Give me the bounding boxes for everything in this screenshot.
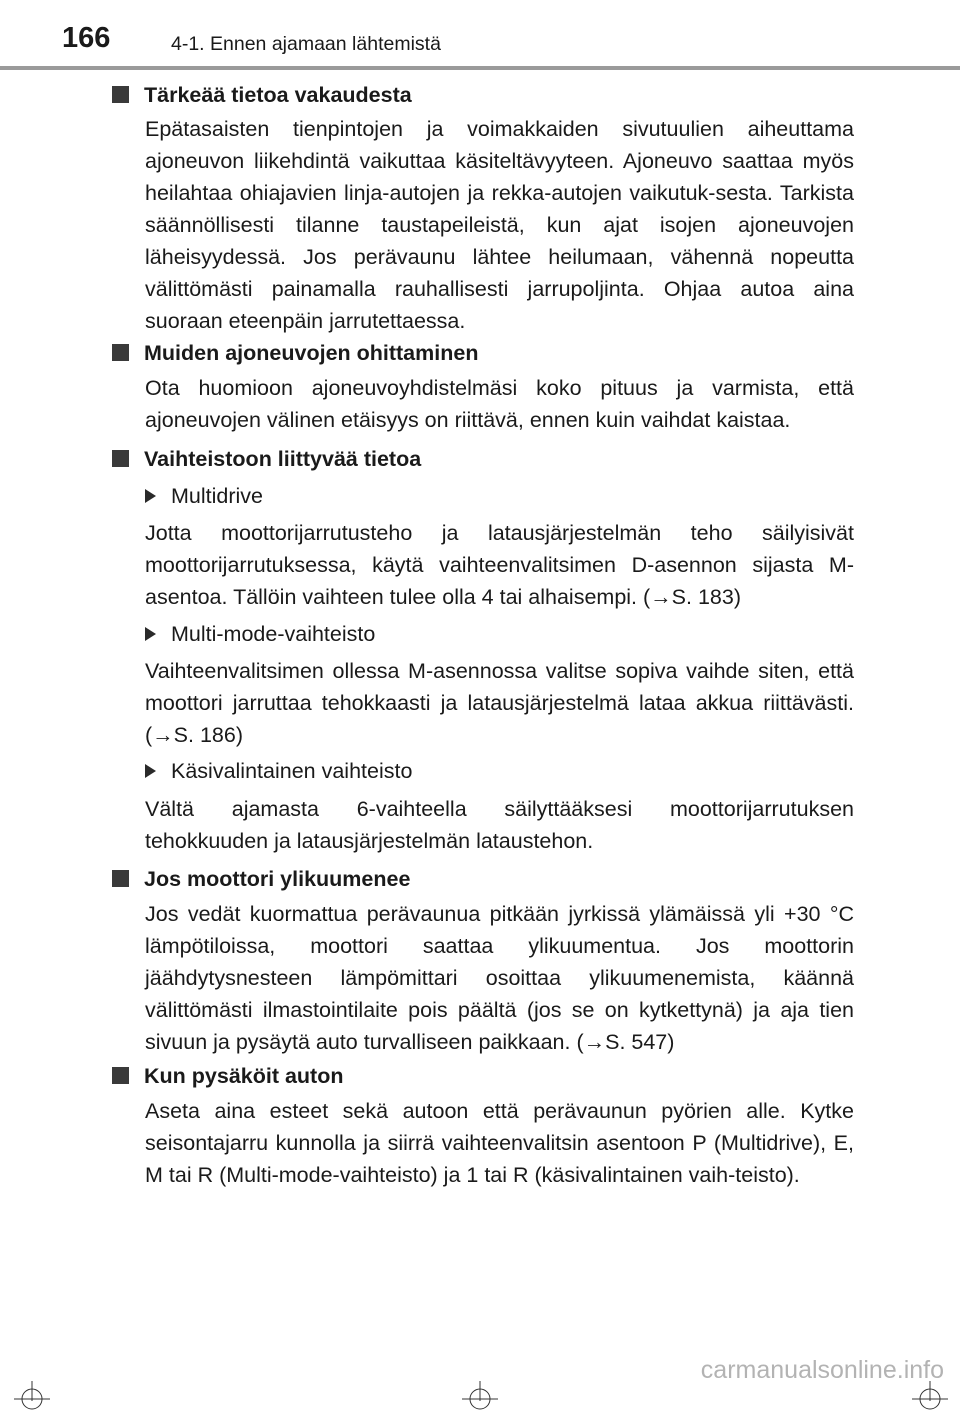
sub-bullet-text: Multi-mode-vaihteisto [171,622,376,646]
registration-mark-icon [12,1370,52,1410]
section-heading [112,1061,343,1091]
page-number: 166 [62,22,111,54]
chapter-title: 4-1. Ennen ajamaan lähtemistä [171,33,441,55]
section-heading-text: Tärkeää tietoa vakaudesta [144,83,412,107]
section-paragraph: Aseta aina esteet sekä autoon että perävaunun pyörien alle. Kytke seisontajarru kunnolla ja siirrä vaihteenvalitsin asentoon P (Multidrive), E, M tai R (Multi-mode-vaihteisto) ja 1 tai R (käsivalintainen vaih-teisto). [145,1099,854,1187]
square-bullet-icon [112,1067,129,1084]
section-heading [112,80,412,110]
sub-bullet-text: Multidrive [171,484,263,508]
square-bullet-icon [112,344,129,361]
sub-paragraph: Vaihteenvalitsimen ollessa M-asennossa valitse sopiva vaihde siten, että moottori jarruttaa tehokkaasti ja latausjärjestelmä lataa akkua riittävästi. (→S. 186) [145,659,854,747]
section-heading [112,338,478,368]
section-heading [112,444,421,474]
sub-bullet-text: Käsivalintainen vaihteisto [171,759,413,783]
header-divider [0,66,960,70]
page-header [0,0,960,70]
sub-paragraph: Vältä ajamasta 6-vaihteella säilyttääksesi moottorijarrutuksen tehokkuuden ja latausjärjestelmän lataustehon. [145,797,854,853]
sub-bullet [145,481,263,511]
section-heading [112,864,410,894]
section-heading-text: Vaihteistoon liittyvää tietoa [144,447,422,471]
sub-paragraph: Jotta moottorijarrutusteho ja latausjärjestelmän teho säilyisivät moottorijarrutuksessa, käytä vaihteenvalitsimen D-asennon sijasta M-asentoa. Tällöin vaihteen tulee olla 4 tai alhaisempi. (→S. 183) [145,521,854,609]
section-paragraph: Jos vedät kuormattua perävaunua pitkään jyrkissä ylämäissä yli +30 °C lämpötiloissa, moottori saattaa ylikuumentua. Jos moottorin jäähdytysnesteen lämpömittari osoittaa ylikuumenemista, käännä välittömästi ilmastointilaite pois päältä (jos se on kytkettynä) ja aja tien sivuun ja pysäytä auto turvalliseen paikkaan. (→S. 547) [145,902,854,1054]
square-bullet-icon [112,450,129,467]
section-heading-text: Muiden ajoneuvojen ohittaminen [144,341,479,365]
section-heading-text: Kun pysäköit auton [144,1064,344,1088]
triangle-bullet-icon [145,627,156,641]
registration-mark-icon [910,1370,950,1410]
sub-bullet [145,619,375,649]
registration-mark-icon [460,1370,500,1410]
watermark-text: carmanualsonline.info [700,1356,944,1384]
section-paragraph: Ota huomioon ajoneuvoyhdistelmäsi koko pituus ja varmista, että ajoneuvojen välinen etäisyys on riittävä, ennen kuin vaihdat kaistaa. [145,376,854,432]
square-bullet-icon [112,86,129,103]
square-bullet-icon [112,870,129,887]
triangle-bullet-icon [145,489,156,503]
triangle-bullet-icon [145,764,156,778]
section-heading-text: Jos moottori ylikuumenee [144,867,411,891]
section-paragraph: Epätasaisten tienpintojen ja voimakkaiden sivutuulien aiheuttama ajoneuvon liikehdintä vaikuttaa käsiteltävyyteen. Ajoneuvo saattaa myös heilahtaa ohiajavien linja-autojen ja rekka-autojen vaikutuk-sesta. Tarkista säännöllisesti tilanne taustapeileistä, kun ajat isojen ajoneuvojen läheisyydessä. Jos perävaunu lähtee heilumaan, vähennä nopeutta välittömästi painamalla rauhallisesti jarrupoljinta. Ohjaa autoa aina suoraan eteenpäin jarrutettaessa. [145,117,854,333]
sub-bullet [145,756,412,786]
